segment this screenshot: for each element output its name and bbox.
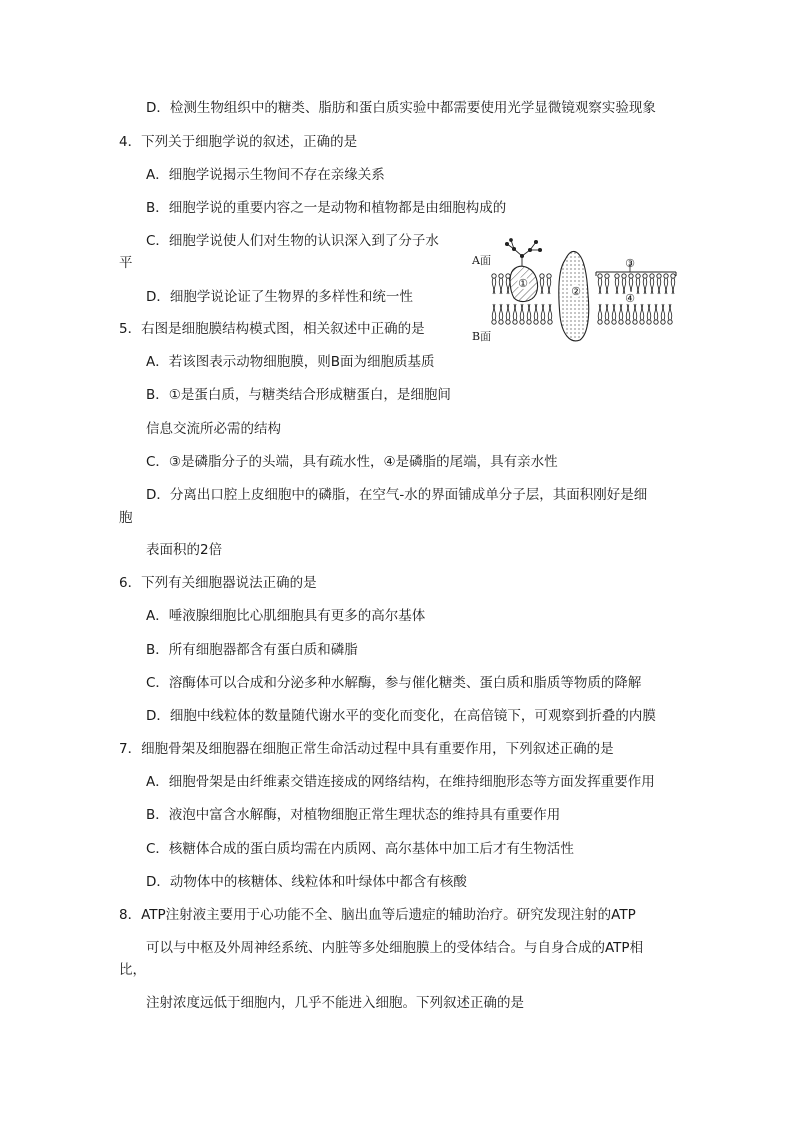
q8-stem: 8．ATP注射液主要用于心功能不全、脑出血等后遗症的辅助治疗。研究发现注射的ATP	[119, 907, 636, 923]
q7-option-c: C．核糖体合成的蛋白质均需在内质网、高尔基体中加工后才有生物活性	[146, 841, 574, 857]
face-b-label: B面	[472, 330, 492, 343]
label-4: ④	[625, 292, 635, 305]
face-a-label: A面	[472, 254, 491, 267]
q5-option-a: A．若该图表示动物细胞膜，则B面为细胞质基质	[146, 354, 435, 370]
q7-stem: 7．细胞骨架及细胞器在细胞正常生命活动过程中具有重要作用，下列叙述正确的是	[119, 741, 614, 757]
label-3: ③	[625, 257, 635, 270]
sugar-chain	[505, 239, 541, 266]
q5-stem: 5．右图是细胞膜结构模式图，相关叙述中正确的是	[119, 321, 425, 337]
q6-stem: 6．下列有关细胞器说法正确的是	[119, 575, 317, 591]
q7-option-a: A．细胞骨架是由纤维素交错连接成的网络结构，在维持细胞形态等方面发挥重要作用	[146, 774, 655, 790]
q4-option-a: A．细胞学说揭示生物间不存在亲缘关系	[146, 167, 385, 183]
q5-option-b: B．①是蛋白质，与糖类结合形成糖蛋白，是细胞间	[146, 387, 451, 403]
q7-option-d: D．动物体中的核糖体、线粒体和叶绿体中都含有核酸	[146, 874, 467, 890]
label-1: ①	[518, 277, 528, 290]
q4-option-d: D．细胞学说论证了生物界的多样性和统一性	[146, 289, 413, 305]
q8-stem-cont: 可以与中枢及外周神经系统、内脏等多处细胞膜上的受体结合。与自身合成的ATP相	[146, 940, 644, 956]
q4-option-c-cont: 平	[119, 255, 133, 271]
membrane-diagram	[470, 236, 680, 348]
q5-option-d-cont2: 表面积的2倍	[146, 542, 223, 558]
q5-option-b-cont: 信息交流所必需的结构	[146, 421, 281, 437]
membrane-svg	[470, 236, 680, 348]
q8-stem-cont2: 比，	[119, 962, 146, 978]
q6-option-d: D．细胞中线粒体的数量随代谢水平的变化而变化，在高倍镜下，可观察到折叠的内膜	[146, 708, 656, 724]
q3-option-d: D．检测生物组织中的糖类、脂肪和蛋白质实验中都需要使用光学显微镜观察实验现象	[146, 100, 656, 116]
q5-option-c: C．③是磷脂分子的头端，具有疏水性，④是磷脂的尾端，具有亲水性	[146, 454, 558, 470]
q4-option-b: B．细胞学说的重要内容之一是动物和植物都是由细胞构成的	[146, 200, 507, 216]
q7-option-b: B．液泡中富含水解酶，对植物细胞正常生理状态的维持具有重要作用	[146, 807, 561, 823]
q6-option-b: B．所有细胞器都含有蛋白质和磷脂	[146, 642, 358, 658]
q6-option-a: A．唾液腺细胞比心肌细胞具有更多的高尔基体	[146, 608, 426, 624]
label-2: ②	[571, 285, 581, 298]
q4-option-c: C．细胞学说使人们对生物的认识深入到了分子水	[146, 233, 439, 249]
q4-stem: 4．下列关于细胞学说的叙述，正确的是	[119, 134, 358, 150]
q5-option-d-cont: 胞	[119, 510, 133, 526]
q5-option-d: D．分离出口腔上皮细胞中的磷脂，在空气-水的界面铺成单分子层，其面积刚好是细	[146, 487, 648, 503]
q8-stem-cont3: 注射浓度远低于细胞内，几乎不能进入细胞。下列叙述正确的是	[146, 995, 524, 1011]
q6-option-c: C．溶酶体可以合成和分泌多种水解酶，参与催化糖类、蛋白质和脂质等物质的降解	[146, 675, 642, 691]
